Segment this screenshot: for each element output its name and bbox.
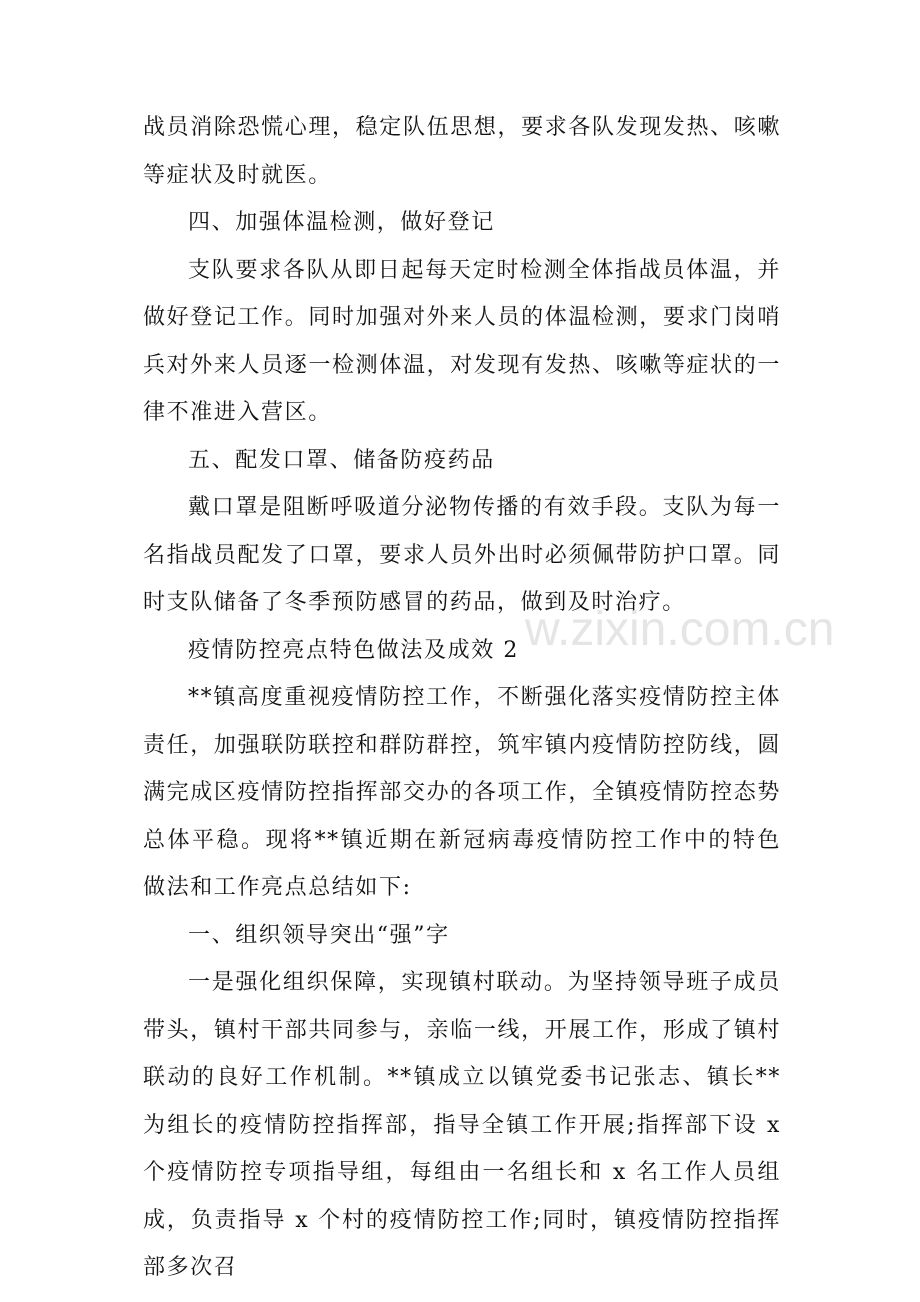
document-body xyxy=(143,104,781,1292)
section-heading-1: 一、组织领导突出“强”字 xyxy=(188,922,450,948)
article-title-2: 疫情防控亮点特色做法及成效 2 xyxy=(188,637,519,663)
paragraph-7: **镇高度重视疫情防控工作，不断强化落实疫情防控主体责任，加强联防联控和群防群控，筑牢镇内疫情防控防线，圆满完成区疫情防控指挥部交办的各项工作，全镇疫情防控态势总体平稳。现将**镇近期在新冠病毒疫情防控工作中的特色做法和工作亮点总结如下: xyxy=(143,685,781,900)
paragraph-1: 战员消除恐慌心理，稳定队伍思想，要求各队发现发热、咳嗽等症状及时就医。 xyxy=(143,115,781,188)
watermark-text: w.zixin.com.cn xyxy=(525,603,835,656)
paragraph-9: 一是强化组织保障，实现镇村联动。为坚持领导班子成员带头，镇村干部共同参与，亲临一线，开展工作，形成了镇村联动的良好工作机制。**镇成立以镇党委书记张志、镇长**为组长的疫情防控指挥部，指导全镇工作开展;指挥部下设 x 个疫情防控专项指导组，每组由一名组长和 x 名工作人员组成，负责指导 x 个村的疫情防控工作;同时，镇疫情防控指挥部多次召 xyxy=(143,970,781,1280)
paragraph-3: 支队要求各队从即日起每天定时检测全体指战员体温，并做好登记工作。同时加强对外来人员的体温检测，要求门岗哨兵对外来人员逐一检测体温，对发现有发热、咳嗽等症状的一律不准进入营区。 xyxy=(143,257,781,425)
section-heading-4: 四、加强体温检测，做好登记 xyxy=(188,210,495,235)
section-heading-5: 五、配发口罩、储备防疫药品 xyxy=(188,447,495,473)
paragraph-5: 戴口罩是阻断呼吸道分泌物传播的有效手段。支队为每一名指战员配发了口罩，要求人员外出时必须佩带防护口罩。同时支队储备了冬季预防感冒的药品，做到及时治疗。 xyxy=(143,495,781,615)
